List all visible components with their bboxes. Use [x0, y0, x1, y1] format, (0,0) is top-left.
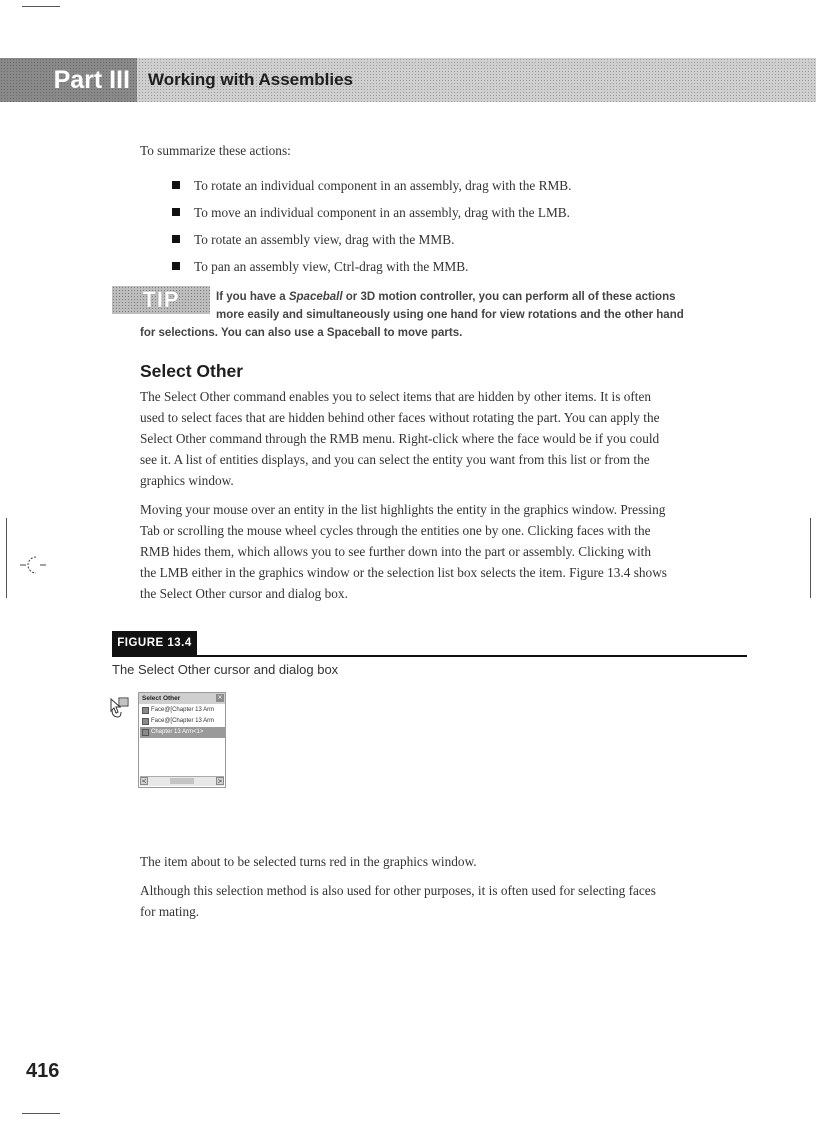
- figure-label: FIGURE 13.4: [117, 637, 192, 649]
- part-label: Part III: [53, 66, 130, 94]
- figure-caption: The Select Other cursor and dialog box: [112, 662, 339, 677]
- face-icon: [142, 707, 149, 714]
- crop-mark-bottom-left: [22, 1113, 60, 1114]
- tip-label: TIP: [142, 287, 180, 312]
- list-item-selected[interactable]: Chapter 13 Arm<1>: [140, 727, 225, 738]
- paragraph-select-other: The Select Other command enables you to select items that are hidden by other items. It is often used to select faces that are hidden behind other faces without rotating the part. You can apply the Select Other command through the RMB menu. Right-click where the face would be if you could see it. A list of entities displays, and you can select the entity you want from this list or from the graphics window.: [140, 389, 660, 488]
- dialog-title: Select Other: [142, 695, 181, 702]
- face-icon: [142, 718, 149, 725]
- horizontal-scrollbar[interactable]: [140, 776, 224, 786]
- tip-line-2: more easily and simultaneously using one hand for view rotations and the other hand: [216, 309, 684, 321]
- tip-line-1: If you have a Spaceball or 3D motion controller, you can perform all of these actions: [216, 291, 676, 303]
- select-other-cursor-icon: [108, 697, 132, 719]
- scroll-right-icon[interactable]: >: [217, 778, 223, 785]
- part-icon: [142, 729, 149, 736]
- tip-line-3: for selections. You can also use a Spaceball to move parts.: [140, 327, 463, 339]
- list-item: To rotate an individual component in an assembly, drag with the RMB.: [172, 175, 571, 202]
- list-item: To pan an assembly view, Ctrl-drag with the MMB.: [172, 256, 571, 283]
- list-item[interactable]: Face@[Chapter 13 Arm: [140, 705, 225, 716]
- list-item: To rotate an assembly view, drag with the MMB.: [172, 229, 571, 256]
- paragraph-moving-mouse: Moving your mouse over an entity in the list highlights the entity in the graphics window. Pressing Tab or scrolling the mouse wheel cycles through the entities one by one. Clicking faces with the RMB hides them, which allows you to see further down into the part or assembly. Clicking with the LMB either in the graphics window or the selection list box selects the item. Figure 13.4 shows the Select Other cursor and dialog box.: [140, 502, 667, 601]
- intro-text: To summarize these actions:: [140, 143, 291, 158]
- bullet-icon: [172, 262, 180, 270]
- header-title: Working with Assemblies: [148, 70, 353, 89]
- page-number: 416: [26, 1060, 60, 1082]
- bullet-icon: [172, 181, 180, 189]
- list-item: To move an individual component in an assembly, drag with the LMB.: [172, 202, 571, 229]
- close-icon[interactable]: ×: [217, 694, 223, 701]
- scroll-left-icon[interactable]: <: [141, 778, 147, 785]
- bullet-list: [172, 175, 571, 283]
- crop-mark-right: [810, 518, 811, 598]
- section-heading: Select Other: [140, 361, 244, 381]
- crop-mark-top-left: [22, 6, 60, 7]
- paragraph-selection-method: Although this selection method is also used for other purposes, it is often used for selecting faces for mating.: [140, 883, 656, 919]
- crop-mark-left: [6, 518, 7, 598]
- select-other-dialog[interactable]: [138, 692, 226, 788]
- paragraph-item-red: The item about to be selected turns red in the graphics window.: [140, 854, 477, 869]
- scroll-thumb[interactable]: [170, 778, 194, 784]
- bullet-icon: [172, 208, 180, 216]
- registration-mark: [20, 554, 46, 576]
- list-item[interactable]: Face@[Chapter 13 Arm: [140, 716, 225, 727]
- bullet-icon: [172, 235, 180, 243]
- figure-rule: [112, 655, 747, 657]
